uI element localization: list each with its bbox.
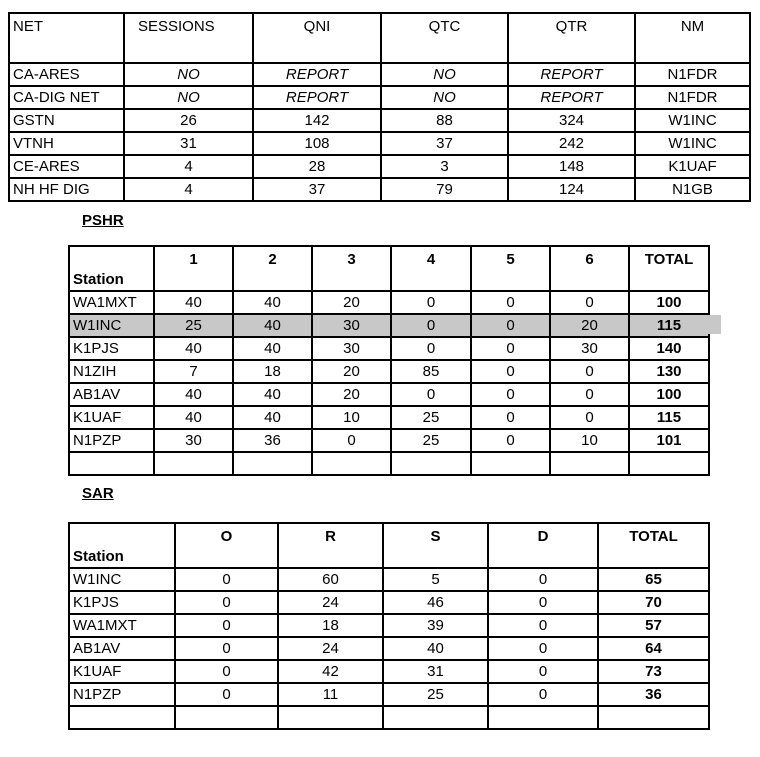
value-cell: 25 [154,314,233,337]
total-cell: 130 [629,360,709,383]
value-cell: 40 [154,383,233,406]
total-cell: 115 [629,406,709,429]
value-cell: 0 [471,314,550,337]
value-cell: 40 [154,291,233,314]
table-row [69,383,709,406]
value-cell: 0 [471,360,550,383]
column-header-6: 6 [550,246,629,291]
pshr-header-row [69,246,709,291]
value-cell: 10 [550,429,629,452]
total-cell: 100 [629,383,709,406]
column-header-sessions: SESSIONS [124,13,253,63]
value-cell: 0 [391,337,471,360]
value-cell: K1UAF [635,155,750,178]
total-cell: 36 [598,683,709,706]
station-cell: AB1AV [69,383,154,406]
table-row [69,291,709,314]
table-row [69,637,709,660]
total-cell: 100 [629,291,709,314]
value-cell: 40 [233,406,312,429]
value-cell: 60 [278,568,383,591]
column-header-3: 3 [312,246,391,291]
empty-cell [471,452,550,475]
station-cell: WA1MXT [69,291,154,314]
value-cell: NO [381,86,508,109]
value-cell: 0 [471,291,550,314]
empty-cell [69,452,154,475]
empty-cell [629,452,709,475]
value-cell: W1INC [635,109,750,132]
value-cell: 40 [154,337,233,360]
value-cell: NO [381,63,508,86]
value-cell: 4 [124,155,253,178]
station-cell: AB1AV [69,637,175,660]
value-cell: 40 [233,291,312,314]
total-cell: 140 [629,337,709,360]
station-cell: N1ZIH [69,360,154,383]
value-cell: 39 [383,614,488,637]
net-name-cell: VTNH [9,132,124,155]
value-cell: 37 [381,132,508,155]
empty-cell [312,452,391,475]
value-cell: 40 [383,637,488,660]
table-row [9,86,750,109]
station-cell: N1PZP [69,683,175,706]
empty-cell [278,706,383,729]
value-cell: N1GB [635,178,750,201]
empty-cell [233,452,312,475]
value-cell: 0 [488,637,598,660]
value-cell: 40 [233,337,312,360]
column-header-qtr: QTR [508,13,635,63]
table-row [9,109,750,132]
sar-section-title: SAR [82,485,114,502]
total-cell: 65 [598,568,709,591]
empty-cell [488,706,598,729]
value-cell: 85 [391,360,471,383]
value-cell: 25 [391,429,471,452]
empty-cell [69,706,175,729]
station-cell: K1PJS [69,591,175,614]
value-cell: 0 [391,291,471,314]
total-cell: 73 [598,660,709,683]
value-cell: 46 [383,591,488,614]
column-header-qni: QNI [253,13,381,63]
value-cell: 20 [312,383,391,406]
value-cell: 242 [508,132,635,155]
value-cell: 0 [471,429,550,452]
sar-header-row [69,523,709,568]
total-cell: 101 [629,429,709,452]
value-cell: 25 [383,683,488,706]
table-row [69,406,709,429]
value-cell: 0 [488,660,598,683]
value-cell: 0 [391,314,471,337]
column-header-d: D [488,523,598,568]
value-cell: 42 [278,660,383,683]
value-cell: 20 [312,291,391,314]
value-cell: 37 [253,178,381,201]
value-cell: 4 [124,178,253,201]
value-cell: 7 [154,360,233,383]
empty-cell [383,706,488,729]
value-cell: 0 [488,568,598,591]
net-summary-table [8,12,751,202]
total-cell: 70 [598,591,709,614]
value-cell: 24 [278,591,383,614]
table-row [9,155,750,178]
column-header-station: Station [69,523,175,568]
value-cell: 30 [154,429,233,452]
value-cell: REPORT [508,63,635,86]
empty-row [69,706,709,729]
value-cell: 0 [471,383,550,406]
column-header-nm: NM [635,13,750,63]
column-header-s: S [383,523,488,568]
value-cell: 10 [312,406,391,429]
value-cell: 142 [253,109,381,132]
station-cell: W1INC [69,568,175,591]
value-cell: 5 [383,568,488,591]
value-cell: 0 [175,591,278,614]
value-cell: 40 [233,383,312,406]
value-cell: 40 [154,406,233,429]
table-row [9,63,750,86]
table-row [9,132,750,155]
table-row [9,178,750,201]
station-cell: N1PZP [69,429,154,452]
empty-cell [175,706,278,729]
value-cell: 18 [278,614,383,637]
value-cell: 0 [471,337,550,360]
column-header-net: NET [9,13,124,63]
value-cell: 26 [124,109,253,132]
value-cell: 0 [488,591,598,614]
value-cell: 0 [550,406,629,429]
table-row [69,568,709,591]
net-name-cell: GSTN [9,109,124,132]
station-cell: K1UAF [69,660,175,683]
value-cell: 0 [391,383,471,406]
value-cell: N1FDR [635,63,750,86]
column-header-qtc: QTC [381,13,508,63]
value-cell: 30 [550,337,629,360]
net-header-row [9,13,750,63]
value-cell: 0 [471,406,550,429]
net-name-cell: NH HF DIG [9,178,124,201]
column-header-r: R [278,523,383,568]
value-cell: 0 [312,429,391,452]
pshr-table [68,245,710,476]
net-name-cell: CA-ARES [9,63,124,86]
table-row [69,360,709,383]
empty-row [69,452,709,475]
value-cell: 79 [381,178,508,201]
empty-cell [598,706,709,729]
column-header-total: TOTAL [598,523,709,568]
column-header-1: 1 [154,246,233,291]
value-cell: 0 [175,660,278,683]
column-header-4: 4 [391,246,471,291]
total-cell: 64 [598,637,709,660]
value-cell: 40 [233,314,312,337]
value-cell: 25 [391,406,471,429]
net-name-cell: CA-DIG NET [9,86,124,109]
empty-cell [154,452,233,475]
column-header-station: Station [69,246,154,291]
net-name-cell: CE-ARES [9,155,124,178]
value-cell: 148 [508,155,635,178]
table-row [69,683,709,706]
table-row [69,429,709,452]
value-cell: 0 [550,383,629,406]
station-cell: K1PJS [69,337,154,360]
value-cell: 0 [488,614,598,637]
value-cell: 0 [550,291,629,314]
value-cell: 20 [312,360,391,383]
station-cell: K1UAF [69,406,154,429]
value-cell: 28 [253,155,381,178]
value-cell: 20 [550,314,629,337]
table-row [69,660,709,683]
value-cell: 18 [233,360,312,383]
value-cell: 11 [278,683,383,706]
station-cell: W1INC [69,314,154,337]
value-cell: 124 [508,178,635,201]
value-cell: REPORT [508,86,635,109]
table-row [69,614,709,637]
column-header-5: 5 [471,246,550,291]
value-cell: 0 [175,683,278,706]
value-cell: 3 [381,155,508,178]
value-cell: 30 [312,337,391,360]
value-cell: 31 [383,660,488,683]
value-cell: 0 [175,614,278,637]
value-cell: NO [124,63,253,86]
value-cell: 30 [312,314,391,337]
empty-cell [550,452,629,475]
value-cell: 31 [124,132,253,155]
value-cell: NO [124,86,253,109]
value-cell: 88 [381,109,508,132]
table-row [69,337,709,360]
value-cell: 24 [278,637,383,660]
value-cell: 0 [550,360,629,383]
column-header-total: TOTAL [629,246,709,291]
column-header-2: 2 [233,246,312,291]
value-cell: 0 [488,683,598,706]
value-cell: 0 [175,568,278,591]
table-row [69,314,709,337]
row-highlight-tab [708,315,721,334]
value-cell: 36 [233,429,312,452]
value-cell: W1INC [635,132,750,155]
value-cell: N1FDR [635,86,750,109]
value-cell: REPORT [253,86,381,109]
total-cell: 115 [629,314,709,337]
value-cell: 0 [175,637,278,660]
table-row [69,591,709,614]
station-cell: WA1MXT [69,614,175,637]
value-cell: 324 [508,109,635,132]
column-header-o: O [175,523,278,568]
value-cell: 108 [253,132,381,155]
pshr-section-title: PSHR [82,212,124,229]
value-cell: REPORT [253,63,381,86]
empty-cell [391,452,471,475]
total-cell: 57 [598,614,709,637]
sar-table [68,522,710,730]
